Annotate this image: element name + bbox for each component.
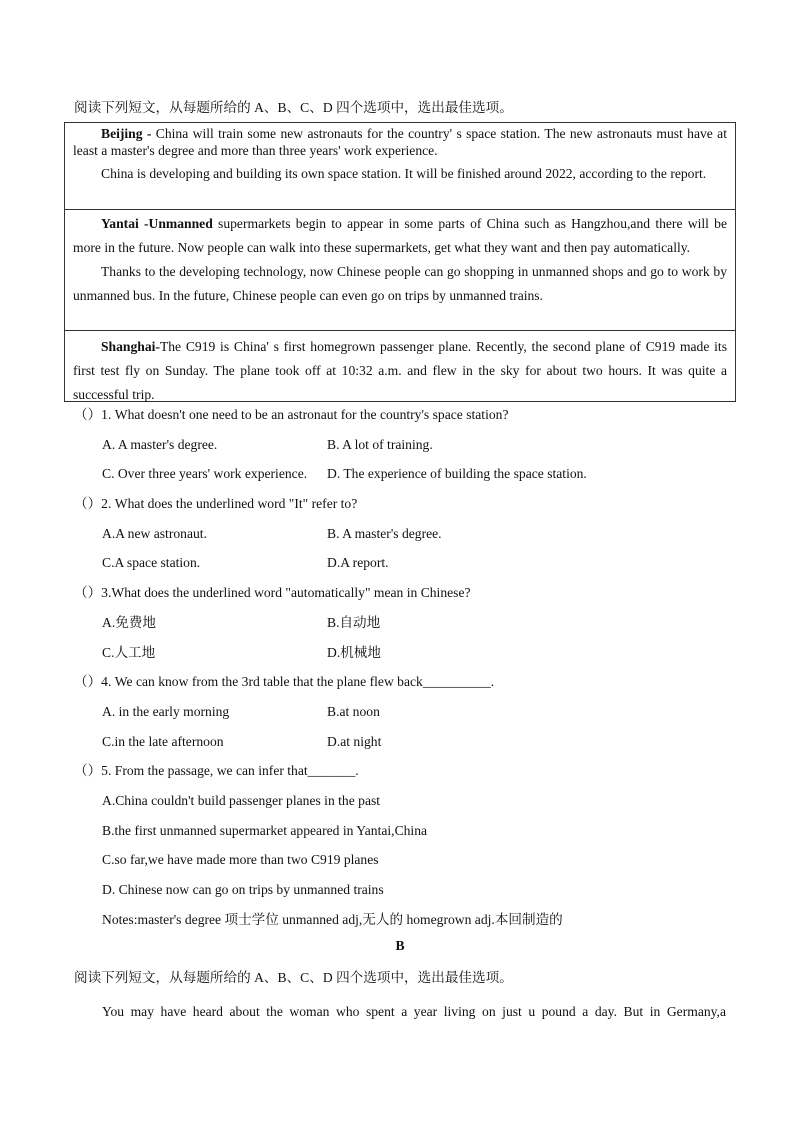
section-b-paragraph: You may have heard about the woman who spent a year living on just u pound a day. But in Germany,a <box>102 1004 726 1019</box>
question-2-options-row-2 <box>74 548 734 578</box>
passage-yantai-p1: supermarkets begin to appear in some parts of China such as Hangzhou,and there will be more in the future. Now people can walk into these supermarkets, get what they want and then pay automatically. <box>73 216 727 255</box>
instructions-b: 阅读下列短文，从每题所给的 A、B、C、D 四个选项中，选出最佳选项。 <box>74 970 513 985</box>
question-5-option-a-text: A.China couldn't build passenger planes in the past <box>102 792 381 808</box>
question-4-stem: （）4. We can know from the 3rd table that the plane flew back__________. <box>74 674 495 690</box>
passage-beijing <box>65 123 735 210</box>
question-3-options-row-1 <box>74 608 734 638</box>
question-5-stem: （）5. From the passage, we can infer that_______. <box>74 763 359 779</box>
question-4-option-c[interactable]: C.in the late afternoon <box>102 733 224 749</box>
question-5-option-c[interactable] <box>74 845 734 875</box>
question-5-option-a[interactable] <box>74 786 734 816</box>
question-5-option-b-text: B.the first unmanned supermarket appeared in Yantai,China <box>102 822 428 838</box>
question-2-option-d[interactable]: D.A report. <box>327 555 389 571</box>
question-1-option-d[interactable]: D. The experience of building the space station. <box>327 466 587 482</box>
passage-shanghai-lead: Shanghai- <box>101 339 160 354</box>
passage-beijing-p2: China is developing and building its own space station. It will be finished around 2022, according to the report. <box>101 166 707 181</box>
question-5-option-b[interactable] <box>74 816 734 846</box>
question-3-option-b[interactable]: B.自动地 <box>327 614 381 630</box>
question-4-option-b[interactable]: B.at noon <box>327 703 380 719</box>
question-3-options-row-2 <box>74 638 734 668</box>
question-2-option-c[interactable]: C.A space station. <box>102 555 201 571</box>
question-3-stem: （）3.What does the underlined word "automatically" mean in Chinese? <box>74 585 471 601</box>
question-1-option-b[interactable]: B. A lot of training. <box>327 436 433 452</box>
question-1-stem: （）1. What doesn't one need to be an astronaut for the country's space station? <box>74 407 509 422</box>
question-3-option-c[interactable]: C.人工地 <box>102 644 156 660</box>
question-4-option-a[interactable]: A. in the early morning <box>102 703 230 719</box>
question-2-option-b[interactable]: B. A master's degree. <box>327 525 442 541</box>
question-5-option-d-text: D. Chinese now can go on trips by unmanned trains <box>102 882 384 897</box>
passage-beijing-p1: China will train some new astronauts for the country' s space station. The new astronauts must have at least a master's degree and more than three years' work experience. <box>73 126 727 158</box>
instructions-a: 阅读下列短文，从每题所给的 A、B、C、D 四个选项中，选出最佳选项。 <box>74 100 513 115</box>
passage-shanghai-p1: The C919 is China' s first homegrown passenger plane. Recently, the second plane of C919 made its first test fly on Sunday. The plane took off at 10:32 a.m. and flew in the sky for about two hours. It was quite a successful trip. <box>73 339 727 402</box>
section-b-title: B <box>395 938 405 953</box>
question-1-option-a[interactable]: A. A master's degree. <box>102 436 218 452</box>
question-4-option-d[interactable]: D.at night <box>327 733 382 749</box>
question-2-option-a[interactable]: A.A new astronaut. <box>102 525 207 541</box>
question-3-option-d[interactable]: D.机械地 <box>327 644 381 660</box>
question-2-stem: （）2. What does the underlined word "It" refer to? <box>74 496 358 512</box>
passage-shanghai <box>65 331 735 401</box>
question-4-options-row-2 <box>74 727 734 757</box>
question-2-options-row-1 <box>74 519 734 549</box>
question-list <box>74 400 734 934</box>
question-3-option-a[interactable]: A.免费地 <box>102 614 156 630</box>
question-5-option-d[interactable] <box>74 875 734 905</box>
passage-beijing-lead: Beijing - <box>101 126 152 141</box>
passage-yantai <box>65 210 735 331</box>
question-1-option-c[interactable]: C. Over three years' work experience. <box>102 466 308 482</box>
question-5-option-c-text: C.so far,we have made more than two C919 planes <box>102 852 379 868</box>
passages-table <box>64 122 736 402</box>
question-1-options-row-1 <box>74 430 734 460</box>
passage-yantai-lead: Yantai -Unmanned <box>101 216 213 231</box>
passage-yantai-p2: Thanks to the developing technology, now Chinese people can go shopping in unmanned shops and go to work by unmanned bus. In the future, Chinese people can even go on trips by unmanned trains. <box>73 264 727 303</box>
question-1-options-row-2 <box>74 459 734 489</box>
vocabulary-notes: Notes:master's degree 项士学位 unmanned adj,无人的 homegrown adj.本回制造的 <box>102 911 563 927</box>
question-4-options-row-1 <box>74 697 734 727</box>
